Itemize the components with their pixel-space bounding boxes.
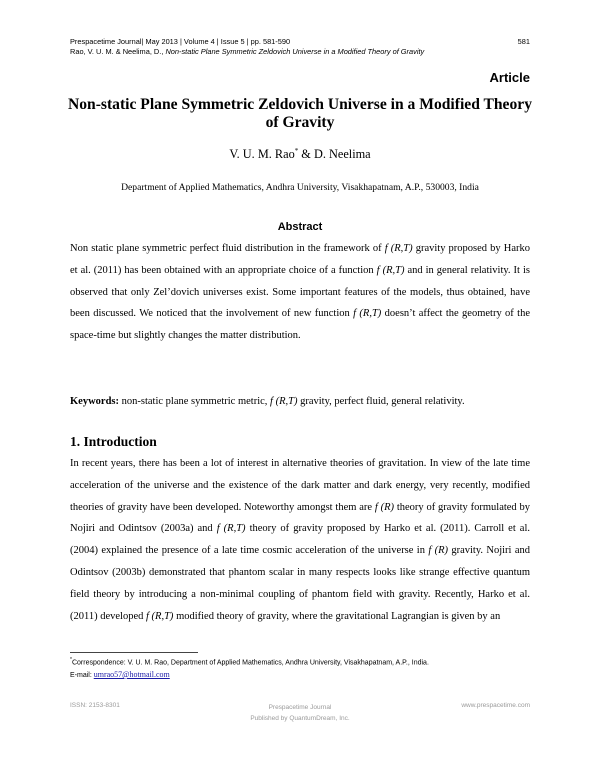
- footnote-email: [70, 670, 170, 679]
- keywords-text: non-static plane symmetric metric,: [119, 396, 271, 407]
- abstract-body: [70, 238, 530, 347]
- citation-authors: Rao, V. U. M. & Neelima, D.,: [70, 47, 166, 56]
- math-f-R: f (R): [428, 545, 448, 557]
- keywords: [70, 391, 530, 413]
- intro-text: modified theory of gravity, where the gravitational Lagrangian is given by an: [173, 610, 501, 622]
- footnote-divider: [70, 652, 198, 653]
- abstract-heading: Abstract: [277, 221, 323, 233]
- abstract-text: gravity proposed by Harko et al. (2011) has been obtained with an appropriate choice of a function: [70, 243, 530, 276]
- abstract-text: Non static plane symmetric perfect fluid distribution in the framework of: [70, 243, 385, 254]
- footer-website[interactable]: www.prespacetime.com: [461, 702, 530, 709]
- math-f-R: f (R): [374, 501, 395, 513]
- author-list: [0, 147, 600, 162]
- math-f-RT: f (R,T): [376, 264, 405, 276]
- author-secondary: & D. Neelima: [298, 147, 371, 162]
- abstract-text: and in general relativity. It is observed that only Zel’dovich universes exist. Some important features of the models, thus obtained, have been discussed. We noticed that the involvement of new function: [70, 264, 530, 320]
- author-primary: V. U. M. Rao: [229, 147, 295, 162]
- affiliation: Department of Applied Mathematics, Andhra University, Visakhapatnam, A.P., 530003, India: [121, 182, 479, 193]
- math-f-RT: f (R,T): [270, 396, 298, 407]
- keywords-text: gravity, perfect fluid, general relativity.: [297, 396, 465, 407]
- footnote-marker: *: [70, 657, 72, 663]
- keywords-label: Keywords:: [70, 396, 119, 407]
- math-f-RT: f (R,T): [353, 308, 382, 320]
- intro-text: gravity. Nojiri and Odintsov (2003b) demonstrated that phantom scalar in many respects looks like strange effective quantum field theory by introducing a non-minimal coupling of phantom field with gravity. Recently, Harko et al. (2011) developed: [70, 545, 530, 622]
- math-f-RT: f (R,T): [146, 610, 174, 622]
- email-link[interactable]: umrao57@hotmail.com: [93, 670, 170, 679]
- citation-title: Non-static Plane Symmetric Zeldovich Universe in a Modified Theory of Gravity: [165, 47, 425, 56]
- paper-title: Non-static Plane Symmetric Zeldovich Universe in a Modified Theory of Gravity: [67, 96, 532, 131]
- footer-issn: ISSN: 2153-8301: [70, 702, 120, 709]
- footer-journal: Prespacetime Journal: [268, 704, 332, 711]
- footer-published-by: Published by QuantumDream, Inc.: [250, 715, 350, 722]
- abstract-text: doesn’t affect the geometry of the space-time but slightly changes the matter distribution.: [70, 308, 531, 342]
- intro-text: theory of gravity formulated by Nojiri and Odintsov (2003a) and: [70, 501, 530, 535]
- intro-text: theory of gravity proposed by Harko et al. (2011). Carroll et al. (2004) explained the presence of a late time cosmic acceleration of the universe in: [70, 523, 530, 557]
- math-f-RT: f (R,T): [384, 243, 413, 254]
- corresponding-author-marker: *: [294, 147, 299, 155]
- page-number: 581: [517, 37, 530, 46]
- running-header-journal: Prespacetime Journal| May 2013 | Volume 4 | Issue 5 | pp. 581-590: [70, 37, 291, 46]
- math-f-RT: f (R,T): [216, 523, 246, 535]
- running-header-citation: [70, 47, 424, 56]
- introduction-body: [70, 453, 530, 627]
- article-type-label: Article: [489, 70, 530, 85]
- footnote-correspondence: [70, 657, 429, 666]
- email-label: E-mail:: [70, 672, 94, 679]
- section-heading-introduction: 1. Introduction: [70, 434, 157, 449]
- footnote-text: Correspondence: V. U. M. Rao, Department of Applied Mathematics, Andhra University, Visakhapatnam, A.P., India.: [71, 659, 429, 667]
- intro-text: In recent years, there has been a lot of interest in alternative theories of gravitation. In view of the late time acceleration of the universe and the existence of the dark matter and dark energy, very recently, modified theories of gravity have been developed. Noteworthy amongst them are: [70, 458, 530, 513]
